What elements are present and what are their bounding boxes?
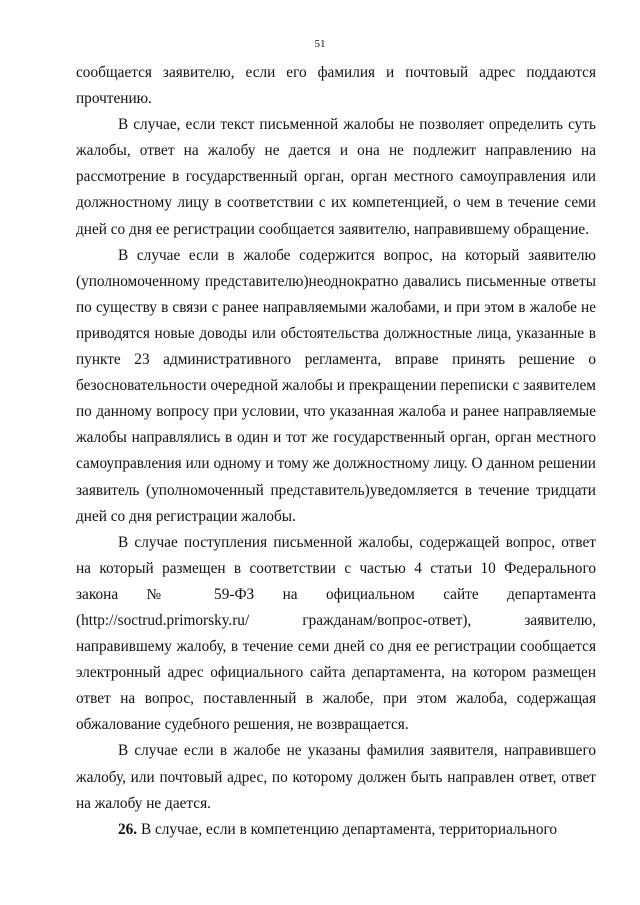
paragraph-missing-name-address: В случае если в жалобе не указаны фамилия заявителя, направившего жалобу, или почтовый адрес, по которому должен быть направлен ответ, ответ на жалобу не дается. <box>76 742 596 812</box>
page-number: 51 <box>314 38 326 50</box>
paragraph-repeated-question: В случае если в жалобе содержится вопрос, на который заявителю (уполномоченному представителю)неоднократно давались письменные ответы по существу в связи с ранее направляемыми жалобами, и при этом в жалобе не приводятся новые доводы или обстоятельства должностные лица, указанные в пункте 23 административного регламента, вправе принять решение о безосновательности очередной жалобы и прекращении переписки с заявителем по данному вопросу при условии, что указанная жалоба и ранее направляемые жалобы направлялись в один и тот же государственный орган, орган местного самоуправления или одному и тому же должностному лицу. О данном решении заявитель (уполномоченный представитель)уведомляется в течение тридцати дней со дня регистрации жалобы. <box>76 246 596 525</box>
document-body <box>76 60 596 843</box>
item-26-text: В случае, если в компетенцию департамента, территориального <box>137 820 558 838</box>
item-number: 26. <box>118 820 138 838</box>
paragraph-item-26 <box>76 817 596 843</box>
paragraph-answer-published: В случае поступления письменной жалобы, содержащей вопрос, ответ на который размещен в соответствии с частью 4 статьи 10 Федерального закона № 59-ФЗ на официальном сайте департамента (http://soctrud.primorsky.ru/ гражданам/вопрос-ответ), заявителю, направившему жалобу, в течение семи дней со дня ее регистрации сообщается электронный адрес официального сайта департамента, на котором размещен ответ на вопрос, поставленный в жалобе, при этом жалоба, содержащая обжалование судебного решения, не возвращается. <box>76 533 596 734</box>
paragraph-unreadable-complaint: В случае, если текст письменной жалобы не позволяет определить суть жалобы, ответ на жалобу не дается и она не подлежит направлению на рассмотрение в государственный орган, орган местного самоуправления или должностному лицу в соответствии с их компетенцией, о чем в течение семи дней со дня ее регистрации сообщается заявителю, направившему обращение. <box>76 116 596 238</box>
paragraph-continuation: сообщается заявителю, если его фамилия и почтовый адрес поддаются прочтению. <box>76 64 596 108</box>
